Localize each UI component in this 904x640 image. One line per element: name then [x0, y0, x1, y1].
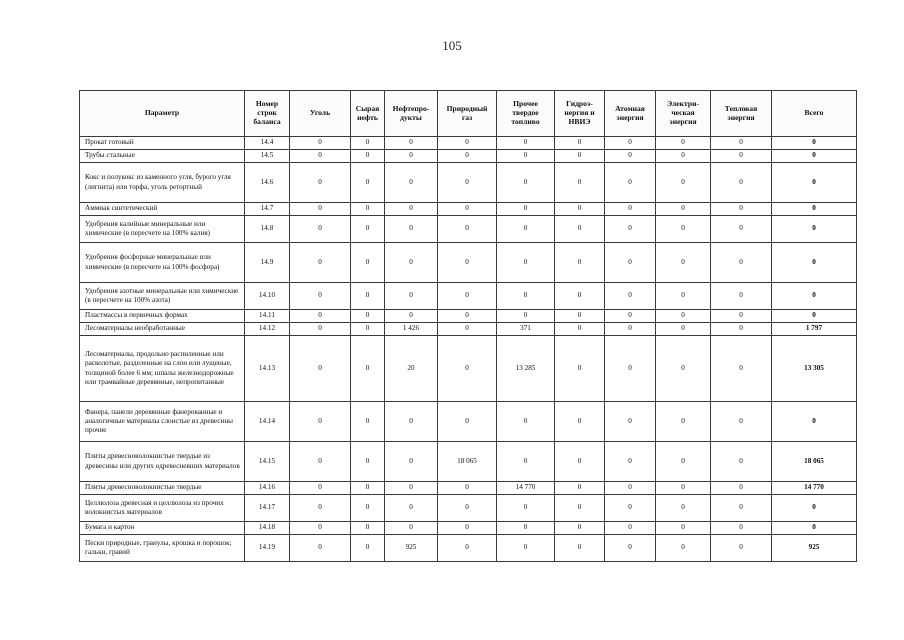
- total-cell: 1 797: [772, 323, 857, 336]
- table-row: [80, 495, 857, 522]
- value-cell: 0: [605, 310, 656, 323]
- column-header: Нефтепро-дукты: [385, 91, 438, 137]
- value-cell: 0: [605, 402, 656, 442]
- total-cell: 925: [772, 535, 857, 562]
- parameter-cell: Бумага и картон: [80, 522, 245, 535]
- row-number-cell: 14.19: [245, 535, 290, 562]
- parameter-cell: Кокс и полукокс из каменного угля, бурого угля (лигнита) или торфа, уголь ретортный: [80, 163, 245, 203]
- value-cell: 0: [605, 522, 656, 535]
- column-header: Всего: [772, 91, 857, 137]
- value-cell: 0: [290, 522, 351, 535]
- value-cell: 0: [656, 283, 711, 310]
- value-cell: 0: [385, 482, 438, 495]
- value-cell: 0: [656, 336, 711, 402]
- value-cell: 0: [438, 495, 497, 522]
- table-row: [80, 310, 857, 323]
- row-number-cell: 14.16: [245, 482, 290, 495]
- value-cell: 0: [290, 243, 351, 283]
- value-cell: 0: [711, 203, 772, 216]
- value-cell: 0: [438, 336, 497, 402]
- value-cell: 0: [290, 535, 351, 562]
- column-header: Уголь: [290, 91, 351, 137]
- value-cell: 0: [711, 310, 772, 323]
- table-row: [80, 203, 857, 216]
- value-cell: 0: [656, 482, 711, 495]
- value-cell: 0: [555, 323, 605, 336]
- value-cell: 0: [290, 203, 351, 216]
- value-cell: 0: [290, 310, 351, 323]
- value-cell: 0: [351, 163, 385, 203]
- value-cell: 0: [290, 323, 351, 336]
- table-row: [80, 482, 857, 495]
- value-cell: 0: [497, 522, 555, 535]
- value-cell: 0: [711, 163, 772, 203]
- table-row: [80, 402, 857, 442]
- value-cell: 1 426: [385, 323, 438, 336]
- value-cell: 0: [555, 336, 605, 402]
- value-cell: 0: [351, 323, 385, 336]
- row-number-cell: 14.6: [245, 163, 290, 203]
- value-cell: 0: [351, 310, 385, 323]
- value-cell: 0: [656, 522, 711, 535]
- value-cell: 0: [656, 535, 711, 562]
- value-cell: 0: [497, 442, 555, 482]
- value-cell: 0: [351, 216, 385, 243]
- value-cell: 0: [711, 535, 772, 562]
- column-header: Прочее твердое топливо: [497, 91, 555, 137]
- total-cell: 13 305: [772, 336, 857, 402]
- value-cell: 0: [438, 283, 497, 310]
- parameter-cell: Удобрения фосфорные минеральные или химические (в пересчете на 100% фосфора): [80, 243, 245, 283]
- total-cell: 0: [772, 216, 857, 243]
- value-cell: 0: [497, 203, 555, 216]
- column-header: Атомная энергия: [605, 91, 656, 137]
- column-header: Параметр: [80, 91, 245, 137]
- total-cell: 0: [772, 203, 857, 216]
- row-number-cell: 14.5: [245, 150, 290, 163]
- value-cell: 0: [605, 283, 656, 310]
- parameter-cell: Трубы стальные: [80, 150, 245, 163]
- value-cell: 0: [438, 150, 497, 163]
- row-number-cell: 14.10: [245, 283, 290, 310]
- value-cell: 0: [385, 442, 438, 482]
- value-cell: 0: [497, 495, 555, 522]
- value-cell: 0: [656, 442, 711, 482]
- value-cell: 0: [438, 323, 497, 336]
- total-cell: 0: [772, 495, 857, 522]
- row-number-cell: 14.12: [245, 323, 290, 336]
- value-cell: 0: [605, 150, 656, 163]
- value-cell: 0: [438, 203, 497, 216]
- value-cell: 0: [351, 495, 385, 522]
- header-row: [80, 91, 857, 137]
- row-number-cell: 14.14: [245, 402, 290, 442]
- value-cell: 0: [351, 482, 385, 495]
- value-cell: 0: [555, 535, 605, 562]
- value-cell: 0: [351, 150, 385, 163]
- row-number-cell: 14.9: [245, 243, 290, 283]
- value-cell: 0: [385, 243, 438, 283]
- value-cell: 0: [351, 442, 385, 482]
- value-cell: 18 065: [438, 442, 497, 482]
- value-cell: 0: [555, 482, 605, 495]
- value-cell: 0: [290, 283, 351, 310]
- value-cell: 0: [711, 522, 772, 535]
- total-cell: 0: [772, 402, 857, 442]
- total-cell: 18 065: [772, 442, 857, 482]
- parameter-cell: Лесоматериалы необработанные: [80, 323, 245, 336]
- parameter-cell: Фанера, панели деревянные фанерованные и аналогичные материалы слоистые из древесины прочие: [80, 402, 245, 442]
- value-cell: 0: [497, 150, 555, 163]
- value-cell: 0: [711, 243, 772, 283]
- value-cell: 0: [555, 495, 605, 522]
- value-cell: 0: [656, 402, 711, 442]
- value-cell: 0: [555, 442, 605, 482]
- value-cell: 0: [385, 137, 438, 150]
- value-cell: 0: [290, 163, 351, 203]
- table-row: [80, 243, 857, 283]
- value-cell: 0: [497, 216, 555, 243]
- value-cell: 0: [605, 243, 656, 283]
- value-cell: 0: [656, 310, 711, 323]
- value-cell: 0: [555, 203, 605, 216]
- value-cell: 0: [438, 402, 497, 442]
- value-cell: 0: [497, 402, 555, 442]
- table-row: [80, 163, 857, 203]
- value-cell: 0: [351, 283, 385, 310]
- total-cell: 0: [772, 522, 857, 535]
- value-cell: 0: [656, 243, 711, 283]
- page-number: 105: [442, 38, 462, 53]
- parameter-cell: Плиты древесноволокнистые твердые из древесины или других одревесневших материалов: [80, 442, 245, 482]
- value-cell: 0: [605, 323, 656, 336]
- parameter-cell: Удобрения азотные минеральные или химические (в пересчете на 100% азота): [80, 283, 245, 310]
- parameter-cell: Лесоматериалы, продольно распиленные или расколотые, разделенные на слои или лущеные, толщиной более 6 мм; шпалы железнодорожные или трамвайные деревянные, непропитанные: [80, 336, 245, 402]
- total-cell: 0: [772, 163, 857, 203]
- column-header: Сырая нефть: [351, 91, 385, 137]
- value-cell: 0: [497, 243, 555, 283]
- value-cell: 0: [711, 323, 772, 336]
- total-cell: 0: [772, 283, 857, 310]
- row-number-cell: 14.8: [245, 216, 290, 243]
- value-cell: 0: [605, 482, 656, 495]
- table-row: [80, 522, 857, 535]
- table-row: [80, 336, 857, 402]
- parameter-cell: Прокат готовый: [80, 137, 245, 150]
- value-cell: 0: [438, 163, 497, 203]
- value-cell: 0: [497, 163, 555, 203]
- value-cell: 13 285: [497, 336, 555, 402]
- value-cell: 0: [385, 402, 438, 442]
- value-cell: 0: [555, 283, 605, 310]
- value-cell: 0: [385, 150, 438, 163]
- value-cell: 0: [656, 203, 711, 216]
- value-cell: 0: [351, 535, 385, 562]
- value-cell: 0: [711, 482, 772, 495]
- table-row: [80, 150, 857, 163]
- value-cell: 0: [290, 336, 351, 402]
- value-cell: 0: [497, 283, 555, 310]
- row-number-cell: 14.15: [245, 442, 290, 482]
- value-cell: 0: [438, 482, 497, 495]
- row-number-cell: 14.13: [245, 336, 290, 402]
- row-number-cell: 14.7: [245, 203, 290, 216]
- value-cell: 0: [555, 402, 605, 442]
- value-cell: 0: [385, 163, 438, 203]
- column-header: Гидроэ-нергия и НВИЭ: [555, 91, 605, 137]
- value-cell: 0: [711, 336, 772, 402]
- value-cell: 0: [656, 495, 711, 522]
- table-row: [80, 216, 857, 243]
- value-cell: 0: [605, 163, 656, 203]
- total-cell: 0: [772, 310, 857, 323]
- column-header: Электри-ческая энергия: [656, 91, 711, 137]
- value-cell: 0: [605, 203, 656, 216]
- value-cell: 0: [438, 535, 497, 562]
- value-cell: 0: [385, 283, 438, 310]
- value-cell: 0: [438, 216, 497, 243]
- value-cell: 0: [711, 402, 772, 442]
- value-cell: 0: [656, 216, 711, 243]
- parameter-cell: Плиты древесноволокнистые твердые: [80, 482, 245, 495]
- energy-balance-table: [79, 90, 857, 562]
- value-cell: 0: [711, 283, 772, 310]
- value-cell: 0: [290, 137, 351, 150]
- value-cell: 0: [351, 243, 385, 283]
- value-cell: 0: [497, 535, 555, 562]
- parameter-cell: Удобрения калийные минеральные или химические (в пересчете на 100% калия): [80, 216, 245, 243]
- parameter-cell: Аммиак синтетический: [80, 203, 245, 216]
- value-cell: 20: [385, 336, 438, 402]
- column-header: Номер строк баланса: [245, 91, 290, 137]
- value-cell: 0: [497, 137, 555, 150]
- value-cell: 0: [351, 402, 385, 442]
- value-cell: 0: [605, 336, 656, 402]
- table-row: [80, 323, 857, 336]
- value-cell: 0: [385, 310, 438, 323]
- total-cell: 0: [772, 150, 857, 163]
- value-cell: 0: [605, 535, 656, 562]
- value-cell: 0: [385, 522, 438, 535]
- parameter-cell: Целлюлоза древесная и целлюлоза из прочих волокнистых материалов: [80, 495, 245, 522]
- value-cell: 0: [351, 522, 385, 535]
- value-cell: 371: [497, 323, 555, 336]
- value-cell: 0: [711, 150, 772, 163]
- table-row: [80, 283, 857, 310]
- value-cell: 0: [656, 137, 711, 150]
- value-cell: 0: [497, 310, 555, 323]
- value-cell: 0: [555, 522, 605, 535]
- total-cell: 0: [772, 137, 857, 150]
- value-cell: 0: [555, 243, 605, 283]
- total-cell: 14 770: [772, 482, 857, 495]
- value-cell: 0: [555, 163, 605, 203]
- value-cell: 0: [555, 137, 605, 150]
- value-cell: 0: [605, 216, 656, 243]
- value-cell: 0: [711, 216, 772, 243]
- parameter-cell: Пластмассы в первичных формах: [80, 310, 245, 323]
- value-cell: 0: [351, 137, 385, 150]
- value-cell: 0: [290, 216, 351, 243]
- value-cell: 0: [385, 216, 438, 243]
- value-cell: 0: [555, 310, 605, 323]
- table-header: [80, 91, 857, 137]
- value-cell: 0: [605, 137, 656, 150]
- value-cell: 0: [351, 203, 385, 216]
- row-number-cell: 14.11: [245, 310, 290, 323]
- table-body: [80, 137, 857, 562]
- value-cell: 0: [656, 163, 711, 203]
- parameter-cell: Пески природные, гранулы, крошка и порошок; гальки, гравий: [80, 535, 245, 562]
- value-cell: 925: [385, 535, 438, 562]
- value-cell: 0: [290, 495, 351, 522]
- table-row: [80, 137, 857, 150]
- value-cell: 0: [711, 495, 772, 522]
- row-number-cell: 14.4: [245, 137, 290, 150]
- value-cell: 0: [605, 495, 656, 522]
- value-cell: 0: [555, 150, 605, 163]
- value-cell: 0: [290, 402, 351, 442]
- value-cell: 0: [290, 442, 351, 482]
- value-cell: 0: [290, 482, 351, 495]
- value-cell: 0: [656, 150, 711, 163]
- value-cell: 0: [605, 442, 656, 482]
- row-number-cell: 14.17: [245, 495, 290, 522]
- table-row: [80, 442, 857, 482]
- value-cell: 0: [385, 203, 438, 216]
- value-cell: 0: [290, 150, 351, 163]
- value-cell: 14 770: [497, 482, 555, 495]
- total-cell: 0: [772, 243, 857, 283]
- value-cell: 0: [438, 310, 497, 323]
- column-header: Природный газ: [438, 91, 497, 137]
- value-cell: 0: [351, 336, 385, 402]
- value-cell: 0: [555, 216, 605, 243]
- value-cell: 0: [711, 442, 772, 482]
- value-cell: 0: [438, 243, 497, 283]
- value-cell: 0: [438, 522, 497, 535]
- value-cell: 0: [656, 323, 711, 336]
- column-header: Тепловая энергия: [711, 91, 772, 137]
- row-number-cell: 14.18: [245, 522, 290, 535]
- value-cell: 0: [438, 137, 497, 150]
- table-row: [80, 535, 857, 562]
- value-cell: 0: [385, 495, 438, 522]
- value-cell: 0: [711, 137, 772, 150]
